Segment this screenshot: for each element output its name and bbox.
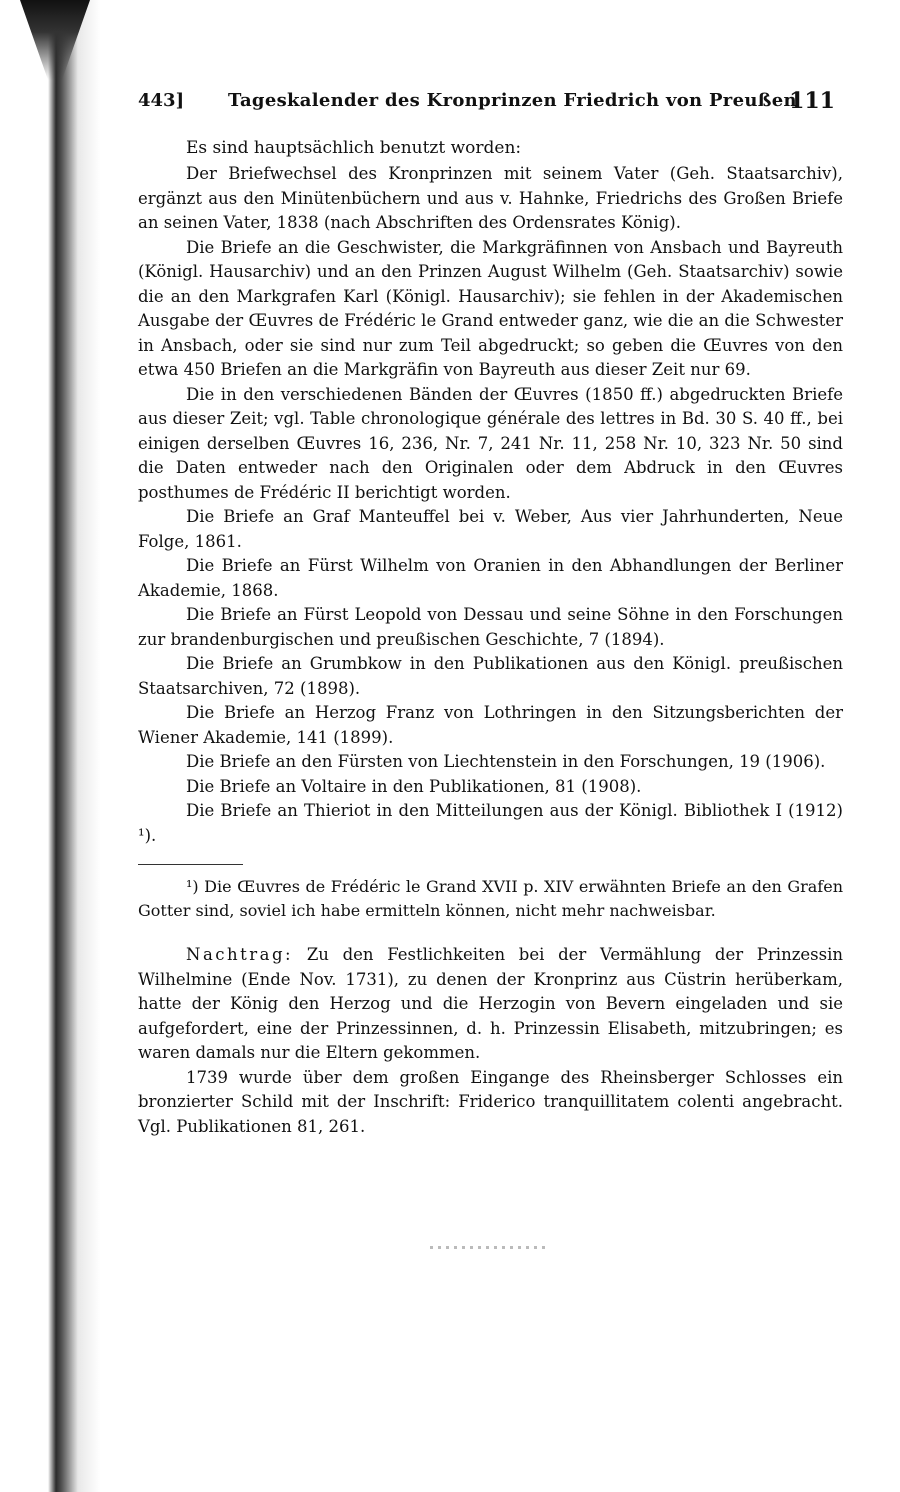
nachtrag-paragraph bbox=[138, 943, 843, 1066]
paragraph: Die Briefe an Herzog Franz von Lothringen in den Sitzungsberichten der Wiener Akademie, 141 (1899). bbox=[138, 703, 843, 747]
paragraph: Der Briefwechsel des Kronprinzen mit seinem Vater (Geh. Staatsarchiv), ergänzt aus den Minütenbüchern und aus v. Hahnke, Friedrichs des Großen Briefe an seinen Vater, 1838 (nach Abschriften des Ordensrates König). bbox=[138, 164, 843, 232]
nachtrag-text: Zu den Festlichkeiten bei der Vermählung der Prinzessin Wilhelmine (Ende Nov. 1731), zu denen der Kronprinz aus Cüstrin herüberkam, hatte der König den Herzog und die Herzogin von Bevern eingeladen und sie aufgefordert, eine der Prinzessinnen, d. h. Prinzessin Elisabeth, mitzubringen; es waren damals nur die Eltern gekommen. bbox=[138, 945, 843, 1062]
final-paragraph: 1739 wurde über dem großen Eingange des Rheinsberger Schlosses ein bronzierter Schild mit der Inschrift: Friderico tranquillitatem colenti angebracht. Vgl. Publikationen 81, 261. bbox=[138, 1067, 843, 1136]
print-smudge bbox=[430, 1246, 550, 1249]
paragraph: Die Briefe an Voltaire in den Publikationen, 81 (1908). bbox=[186, 776, 642, 796]
book-binding-shadow bbox=[0, 0, 100, 1492]
paragraph: Die Briefe an die Geschwister, die Markgräfinnen von Ansbach und Bayreuth (Königl. Hausarchiv) und an den Prinzen August Wilhelm (Geh. Staatsarchiv) sowie die an den Markgrafen Karl (Königl. Hausarchiv); sie fehlen in der Akademischen Ausgabe der Œuvres de Frédéric le Grand entweder ganz, wie die an die Schwester in Ansbach, oder sie sind nur zum Teil abgedruckt; so geben die Œuvres von den etwa 450 Briefen an die Markgräfin von Bayreuth aus dieser Zeit nur 69. bbox=[138, 237, 843, 379]
page-number: 111 bbox=[789, 88, 835, 114]
paragraph: Die in den verschiedenen Bänden der Œuvres (1850 ff.) abgedruckten Briefe aus dieser Zeit; vgl. Table chronologique générale des lettres in Bd. 30 S. 40 ff., bei einigen derselben Œuvres 16, 236, Nr. 7, 241 Nr. 11, 258 Nr. 10, 323 Nr. 50 sind die Daten entweder nach den Originalen oder dem Abdruck in den Œuvres posthumes de Frédéric II berichtigt worden. bbox=[138, 384, 843, 502]
footnote: ¹) Die Œuvres de Frédéric le Grand XVII p. XIV erwähnten Briefe an den Grafen Gotter sind, soviel ich habe ermitteln können, nicht mehr nachweisbar. bbox=[138, 877, 843, 920]
paragraph: Die Briefe an Thieriot in den Mitteilungen aus der Königl. Bibliothek I (1912) ¹). bbox=[138, 801, 843, 845]
running-header bbox=[138, 90, 843, 122]
paragraph: Die Briefe an Fürst Wilhelm von Oranien in den Abhandlungen der Berliner Akademie, 1868. bbox=[138, 556, 843, 600]
paragraph: Die Briefe an Graf Manteuffel bei v. Weber, Aus vier Jahrhunderten, Neue Folge, 1861. bbox=[138, 507, 843, 551]
page-marker-left: 443] bbox=[138, 90, 185, 111]
section-gap bbox=[138, 923, 843, 943]
intro-line: Es sind hauptsächlich benutzt worden: bbox=[186, 138, 522, 158]
paragraph: Die Briefe an den Fürsten von Liechtenstein in den Forschungen, 19 (1906). bbox=[186, 752, 826, 771]
running-title: Tageskalender des Kronprinzen Friedrich von Preußen bbox=[228, 90, 797, 111]
footnote-rule bbox=[138, 864, 243, 865]
nachtrag-label: Nachtrag: bbox=[186, 945, 294, 964]
paragraph: Die Briefe an Grumbkow in den Publikationen aus den Königl. preußischen Staatsarchiven, 72 (1898). bbox=[138, 654, 843, 698]
page-body bbox=[138, 138, 843, 1139]
paragraph: Die Briefe an Fürst Leopold von Dessau und seine Söhne in den Forschungen zur brandenburgischen und preußischen Geschichte, 7 (1894). bbox=[138, 605, 843, 649]
